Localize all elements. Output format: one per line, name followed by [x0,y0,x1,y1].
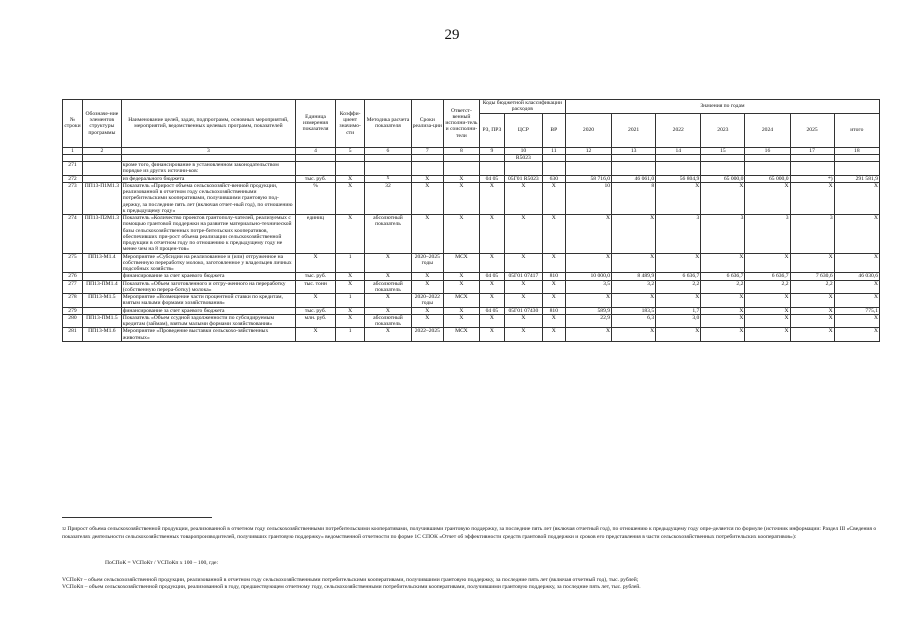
year-value-cell: 1,7 [656,307,701,314]
table-row [63,294,880,308]
coef-cell: X [335,273,364,280]
designation-cell: ПП13-П2М1.3 [82,215,121,254]
footnote-definition: VСПоКт – объем сельскохозяйственной продукции, реализованной в отчетном году сельскохозяйственными потребительскими кооперативами, получившими грантовую поддержку, за последние пять лет (включая отчетный год), тыс. рублей; [62,577,639,583]
year-value-cell [656,162,701,176]
year-value-cell: X [701,253,745,273]
year-value-cell: X [790,253,834,273]
year-value-cell [565,162,611,176]
column-number-cell: 8 [444,147,480,154]
csr-cell: 05Г01 07417 [504,273,542,280]
year-value-cell [701,154,745,161]
name-cell: Мероприятие «Возмещение части процентной ставки по кредитам, взятым малыми формами хозяйствования» [121,294,295,308]
vr-cell: X [542,215,565,254]
year-value-cell: 65 000,0 [701,175,745,182]
designation-cell [82,154,121,161]
coef-cell: 1 [335,253,364,273]
name-cell [121,154,295,161]
table-row [63,215,880,254]
vr-cell: X [542,253,565,273]
year-value-cell: 2,2 [656,280,701,294]
method-cell: абсолютный показатель [365,215,411,254]
vr-cell: X [542,328,565,342]
header-executor: Ответст-венный исполни-тель и соисполни-тели [444,100,480,148]
designation-cell: ПП13-П1М1.3 [82,182,121,214]
designation-cell: ПП13-М1.4 [82,253,121,273]
vr-cell: 630 [542,175,565,182]
vr-cell: 810 [542,273,565,280]
csr-cell: X [504,182,542,214]
coef-cell: X [335,307,364,314]
unit-cell: тыс. руб. [296,273,336,280]
rz-cell [479,162,504,176]
unit-cell [296,154,336,161]
header-coef: Коэффи-циент значимо-сти [335,100,364,148]
year-value-cell: X [790,182,834,214]
csr-cell: X [504,215,542,254]
year-value-cell: 3 [656,215,701,254]
name-cell: Показатель «Прирост объема сельскохозяйст-венной продукции, реализованной в отчетном году сельскохозяйственными потребительскими кооперативами, получившими грантовую под-держку, за последние пять лет (включая отчет-ный год), по отношению к предыдущему году» [121,182,295,214]
rz-cell: X [479,182,504,214]
name-cell: Показатель «Количество проектов грантополу-чателей, реализуемых с помощью грантовой поддержки на развитие материально-технической базы сельскохозяйственных потре-бительских кооперативов, обеспечивших при-рост объема реализации сельскохозяйственной продукции в отчетном году по отношению к предыдущему году не менее чем на 8 процен-тов» [121,215,295,254]
name-cell: кроме того, финансирование в установленном законодательством порядке из других источни-ков: [121,162,295,176]
footnote-marker: 32 [62,526,66,531]
total-cell: X [834,215,879,254]
year-value-cell: 58 716,0 [565,175,611,182]
total-cell: X [834,314,879,328]
column-number-cell: 14 [656,147,701,154]
year-value-cell: 3 [701,215,745,254]
designation-cell [82,175,121,182]
year-value-cell: X [790,314,834,328]
table-row [63,253,880,273]
total-cell [834,162,879,176]
name-cell: из федерального бюджета [121,175,295,182]
year-value-cell: X [656,328,701,342]
year-value-cell: X [745,182,790,214]
row-number-cell: 272 [63,175,83,182]
term-cell: X [411,314,444,328]
year-value-cell: 8 [612,182,656,214]
executor-cell: МСХ [444,253,480,273]
row-number-cell: 276 [63,273,83,280]
csr-cell: X [504,328,542,342]
executor-cell: X [444,215,480,254]
csr-cell: 05Г01 07430 [504,307,542,314]
year-value-cell: X [701,294,745,308]
executor-cell: X [444,175,480,182]
year-value-cell: 589,9 [565,307,611,314]
executor-cell [444,154,480,161]
header-year: 2024 [745,113,790,147]
page-number: 29 [444,27,460,43]
coef-cell: X [335,182,364,214]
table-row [63,280,880,294]
year-value-cell [612,162,656,176]
column-number-cell: 4 [296,147,336,154]
year-value-cell: 2,2 [701,280,745,294]
year-value-cell: X [745,253,790,273]
table-row [63,314,880,328]
header-values-group: Значения по годам [565,100,879,114]
vr-cell: X [542,280,565,294]
year-value-cell: X [656,294,701,308]
executor-cell: МСХ [444,328,480,342]
year-value-cell: 2,2 [745,280,790,294]
term-cell: 2022–2025 [411,328,444,342]
total-cell: 291 581,9 [834,175,879,182]
term-cell [411,162,444,176]
header-vr: ВР [542,113,565,147]
year-value-cell: 6,3 [612,314,656,328]
year-value-cell: X [701,307,745,314]
rz-cell: 04 05 [479,273,504,280]
year-value-cell: 6 636,7 [745,273,790,280]
method-cell: X [365,175,411,182]
coef-cell [335,162,364,176]
budget-program-table [62,99,880,342]
name-cell: финансирование за счет краевого бюджета [121,307,295,314]
method-cell: X [365,253,411,273]
year-value-cell: X [745,307,790,314]
year-value-cell [565,154,611,161]
name-cell: Мероприятие «Проведение выставки сельскохо-зяйственных животных» [121,328,295,342]
row-number-cell: 273 [63,182,83,214]
name-cell: Показатель «Объем заготовленного и отгру-женного на переработку (собственную перера-ботку) молока» [121,280,295,294]
column-number-cell: 2 [82,147,121,154]
header-year: 2022 [656,113,701,147]
footnote-text: Прирост объема сельскохозяйственной продукции, реализованной в отчетном году сельскохозяйственными потребительскими кооперативами, получившими грантовую поддержку, за последние пять лет (включая отчетный год), по отношению к предыдущему году опре-деляется по формуле (источник информации: Раздел III «Сведения о показателях деятельности сельскохозяйственных товаропроизводителей, получивших грантовую поддержку» ведомственной отчетности по форме 1С СПОК «Отчет об эффективности средств грантовой поддержки и сроков его представления в части сельскохозяйственных потребительских кооперативов»): [62,526,877,540]
year-value-cell: 7 630,6 [790,273,834,280]
executor-cell: МСХ [444,294,480,308]
csr-cell: R5023 [504,154,542,161]
year-value-cell: X [656,253,701,273]
unit-cell: X [296,294,336,308]
vr-cell: 810 [542,307,565,314]
name-cell: Мероприятие «Субсидии на реализованное и (или) отгруженное на собственную переработку молоко, заготовленное у владельцев личных подсобных хозяйств» [121,253,295,273]
year-value-cell: 3,2 [612,280,656,294]
rz-cell [479,154,504,161]
row-number-cell: 281 [63,328,83,342]
column-number-cell: 1 [63,147,83,154]
row-number-cell: 280 [63,314,83,328]
method-cell: 32 [365,182,411,214]
column-number-cell: 16 [745,147,790,154]
year-value-cell: 183,5 [612,307,656,314]
year-value-cell: X [701,314,745,328]
rz-cell: 04 05 [479,307,504,314]
year-value-cell: X [565,294,611,308]
year-value-cell: X [745,328,790,342]
vr-cell [542,162,565,176]
header-term: Сроки реализа-ции [411,100,444,148]
executor-cell: X [444,273,480,280]
total-cell: X [834,253,879,273]
header-total: итого [834,113,879,147]
table-row [63,328,880,342]
unit-cell: % [296,182,336,214]
column-number-cell: 9 [479,147,504,154]
csr-cell: 05Г01 R5023 [504,175,542,182]
column-number-cell: 18 [834,147,879,154]
term-cell: X [411,182,444,214]
designation-cell [82,307,121,314]
executor-cell: X [444,182,480,214]
column-number-cell: 7 [411,147,444,154]
year-value-cell: X [701,182,745,214]
table-row [63,273,880,280]
year-value-cell: X [790,328,834,342]
year-value-cell: 10 [565,182,611,214]
vr-cell: X [542,294,565,308]
row-number-cell: 271 [63,162,83,176]
rz-cell: X [479,294,504,308]
designation-cell: ПП13-ПМ1.4 [82,280,121,294]
rz-cell: X [479,328,504,342]
header-designation: Обозначе-ние элементов структуры программы [82,100,121,148]
total-cell [834,154,879,161]
year-value-cell: 56 804,9 [656,175,701,182]
table-row [63,162,880,176]
term-cell: 2020–2022 годы [411,294,444,308]
term-cell: X [411,307,444,314]
coef-cell [335,154,364,161]
designation-cell: ПП13-ПМ1.5 [82,314,121,328]
year-value-cell: X [790,294,834,308]
year-value-cell [790,162,834,176]
unit-cell: млн. руб. [296,314,336,328]
rz-cell: X [479,215,504,254]
column-number-cell: 17 [790,147,834,154]
column-number-cell: 3 [121,147,295,154]
header-rz: РЗ, ПРЗ [479,113,504,147]
executor-cell: X [444,280,480,294]
header-budget-group: Коды бюджетной классификации расходов [479,100,565,114]
unit-cell: единиц [296,215,336,254]
executor-cell: X [444,307,480,314]
year-value-cell: 3,5 [565,280,611,294]
header-year: 2023 [701,113,745,147]
method-cell: X [365,294,411,308]
term-cell [411,154,444,161]
year-value-cell: X [612,215,656,254]
column-number-cell: 5 [335,147,364,154]
column-number-cell: 15 [701,147,745,154]
executor-cell: X [444,314,480,328]
header-num: № строки [63,100,83,148]
csr-cell: X [504,280,542,294]
header-year: 2025 [790,113,834,147]
designation-cell [82,273,121,280]
unit-cell: X [296,253,336,273]
footnote-formula: ПоСПоК = VСПоКт / VСПоКп x 100 – 100, где: [105,560,219,566]
vr-cell [542,154,565,161]
term-cell: X [411,280,444,294]
method-cell [365,162,411,176]
year-value-cell: 22,9 [565,314,611,328]
method-cell: X [365,273,411,280]
year-value-cell: X [565,253,611,273]
year-value-cell: X [745,294,790,308]
csr-cell [504,162,542,176]
year-value-cell [612,154,656,161]
year-value-cell [745,154,790,161]
designation-cell [82,162,121,176]
year-value-cell: X [565,328,611,342]
footnote-divider [62,517,212,518]
method-cell [365,154,411,161]
method-cell: X [365,307,411,314]
total-cell: 775,1 [834,307,879,314]
year-value-cell: X [790,307,834,314]
year-value-cell: 10 000,0 [565,273,611,280]
executor-cell [444,162,480,176]
year-value-cell: X [701,328,745,342]
table-row [63,182,880,214]
total-cell: X [834,294,879,308]
header-year: 2020 [565,113,611,147]
row-number-cell [63,154,83,161]
year-value-cell: X [656,182,701,214]
total-cell: 46 030,6 [834,273,879,280]
year-value-cell: 6 636,7 [701,273,745,280]
year-value-cell: *) [790,175,834,182]
coef-cell: X [335,215,364,254]
method-cell: абсолютный показатель [365,280,411,294]
year-value-cell [701,162,745,176]
term-cell: X [411,215,444,254]
rz-cell: X [479,280,504,294]
coef-cell: 1 [335,294,364,308]
row-number-cell: 275 [63,253,83,273]
row-number-cell: 278 [63,294,83,308]
table-row [63,307,880,314]
footnote [62,526,880,542]
column-number-cell: 6 [365,147,411,154]
table-row [63,154,880,161]
table-row [63,175,880,182]
year-value-cell [745,162,790,176]
unit-cell [296,162,336,176]
header-year: 2021 [612,113,656,147]
row-number-cell: 279 [63,307,83,314]
rz-cell: X [479,314,504,328]
name-cell: Показатель «Объем ссудной задолженности по субсидируемым кредитам (займам), взятым малыми формами хозяйствования» [121,314,295,328]
vr-cell: X [542,314,565,328]
designation-cell: ПП13-М1.6 [82,328,121,342]
name-cell: финансирование за счет краевого бюджета [121,273,295,280]
header-method: Методика расчета показателя [365,100,411,148]
total-cell: X [834,182,879,214]
csr-cell: X [504,314,542,328]
coef-cell: X [335,280,364,294]
year-value-cell: 46 061,0 [612,175,656,182]
year-value-cell: 65 000,0 [745,175,790,182]
coef-cell: X [335,175,364,182]
year-value-cell: X [612,253,656,273]
year-value-cell [790,154,834,161]
unit-cell: тыс. тонн [296,280,336,294]
year-value-cell: 3,0 [656,314,701,328]
term-cell: X [411,175,444,182]
year-value-cell: 8 489,9 [612,273,656,280]
column-number-cell: 11 [542,147,565,154]
header-unit: Единица измерения показателя [296,100,336,148]
year-value-cell: 3 [790,215,834,254]
column-number-cell: 13 [612,147,656,154]
term-cell: X [411,273,444,280]
method-cell: абсолютный показатель [365,314,411,328]
unit-cell: X [296,328,336,342]
total-cell: X [834,328,879,342]
year-value-cell: X [612,328,656,342]
footnote-definition: VСПоКп – объем сельскохозяйственной продукции, реализованной в году, предшествующем отчетному году, сельскохозяйственными потребительскими кооперативами, получившими грантовую поддержку, за последние пять лет, тыс. рублей. [62,584,641,590]
row-number-cell: 277 [63,280,83,294]
coef-cell: 1 [335,328,364,342]
term-cell: 2020–2025 годы [411,253,444,273]
year-value-cell [656,154,701,161]
year-value-cell: X [745,314,790,328]
designation-cell: ПП13-М1.5 [82,294,121,308]
unit-cell: тыс. руб. [296,175,336,182]
year-value-cell: 2,2 [790,280,834,294]
header-name: Наименование целей, задач, подпрограмм, основных мероприятий, мероприятий, ведомственных целевых программ, показателей [121,100,295,148]
unit-cell: тыс. руб. [296,307,336,314]
csr-cell: X [504,253,542,273]
vr-cell: X [542,182,565,214]
row-number-cell: 274 [63,215,83,254]
rz-cell: 04 05 [479,175,504,182]
csr-cell: X [504,294,542,308]
year-value-cell: 3 [745,215,790,254]
header-csr: ЦСР [504,113,542,147]
method-cell: X [365,328,411,342]
coef-cell: X [335,314,364,328]
column-numbers-row [63,147,880,154]
year-value-cell: X [612,294,656,308]
total-cell: X [834,280,879,294]
column-number-cell: 10 [504,147,542,154]
year-value-cell: 6 636,7 [656,273,701,280]
column-number-cell: 12 [565,147,611,154]
rz-cell: X [479,253,504,273]
year-value-cell: X [565,215,611,254]
